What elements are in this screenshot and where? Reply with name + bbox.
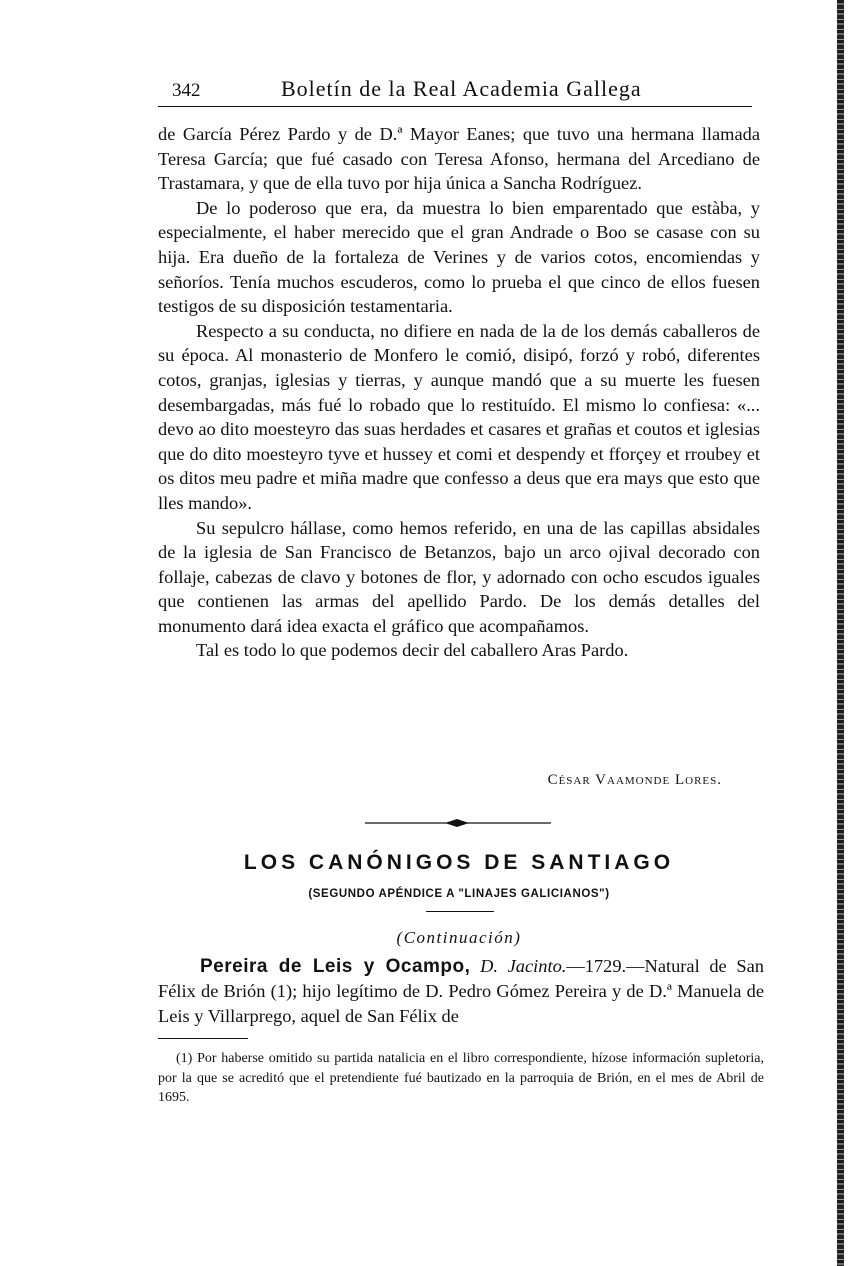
continuation-label: (Continuación) [396,928,522,947]
section-title: LOS CANÓNIGOS DE SANTIAGO [243,851,675,874]
footnote-rule [158,1038,248,1039]
paragraph: de García Pérez Pardo y de D.ª Mayor Eanes; que tuvo una hermana llamada Teresa García; que fué casado con Teresa Afonso, hermana del Arcediano de Trastamara, y que de ella tuvo por hija única a Sancha Rodríguez. [158,124,760,194]
author-signature: César Vaamonde Lores. [547,772,722,788]
page-number: 342 [172,80,201,101]
ornament-divider [365,817,551,829]
entry-given-name: D. Jacinto. [480,956,567,976]
article-body [158,122,760,663]
paragraph: Su sepulcro hállase, como hemos referido, en una de las capillas absidales de la iglesia de San Francisco de Betanzos, bajo un arco ojival decorado con follaje, cabezas de clavo y botones de flor, y adornado con ocho escudos iguales que contienen las armas del apellido Pardo. De los demás detalles del monumento dará idea exacta el gráfico que acompañamos. [158,517,760,636]
entry-text: —1729.—Natural de San Félix de Brión (1); hijo legítimo de D. Pedro Gómez Pereira y de D.ª Manuela de Leis y Villarprego, aquel de San Félix de [158,956,764,1026]
section-subtitle: (SEGUNDO APÉNDICE A "LINAJES GALICIANOS") [308,888,610,900]
paragraph: Respecto a su conducta, no difiere en nada de la de los demás caballeros de su época. Al monasterio de Monfero le comió, disipó, forzó y robó, diferentes cotos, granjas, iglesias y tierras, y aunque mandó que a su muerte les fuesen desembargadas, más fué lo robado que lo restituído. El mismo lo confiesa: «... devo ao dito moesteyro das suas herdades et casares et grañas et coutos et iglesias que do dito moesteyro tyve et hussey et comi et despendy et fforçey et rroubey et os ditos meu padre et miña madre que confesso a deus que era mays que esto que lles mando». [158,320,760,513]
page-header [158,74,752,107]
subtitle-rule [426,911,494,912]
paragraph: Tal es todo lo que podemos decir del caballero Aras Pardo. [196,640,629,661]
footnote: (1) Por haberse omitido su partida natalicia en el libro correspondiente, hízose información supletoria, por la que se acreditó que el pretendiente fué bautizado en la parroquia de Brión, en el mes de Abril de 1695. [158,1051,764,1105]
paragraph: De lo poderoso que era, da muestra lo bien emparentado que estàba, y especialmente, el haber merecido que el gran Andrade o Boo se casase con su hija. Era dueño de la fortaleza de Verines y de varios cotos, encomiendas y señoríos. Tenía muchos escuderos, como lo prueba el que cinco de ellos fuesen testigos de su disposición testamentaria. [158,197,760,317]
scan-edge [837,0,844,1266]
canon-entry [158,954,764,1028]
running-title: Boletín de la Real Academia Gallega [281,76,642,101]
entry-name: Pereira de Leis y Ocampo, [200,956,471,977]
